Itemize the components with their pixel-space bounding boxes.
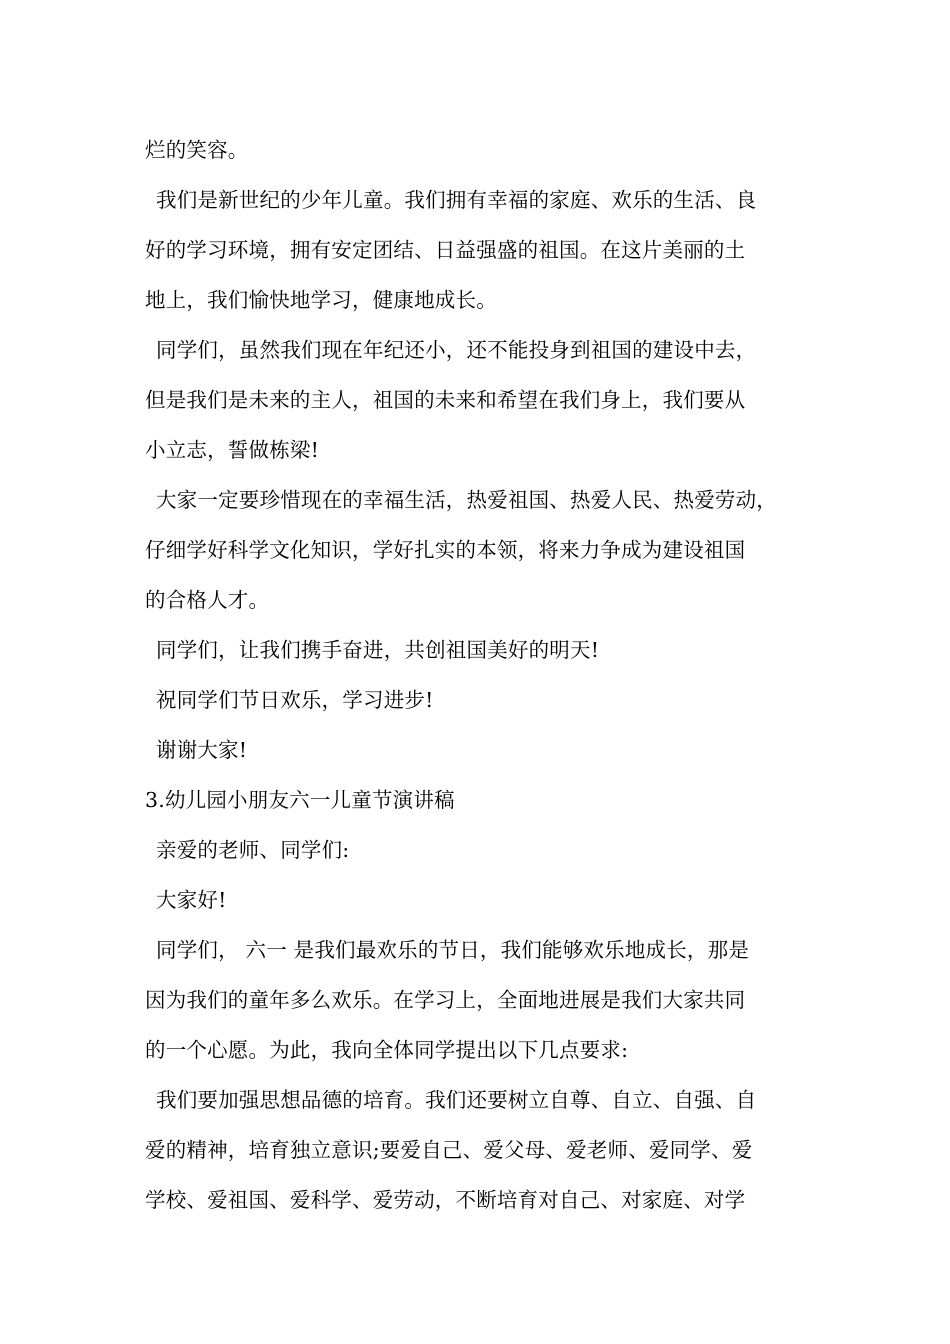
- text-line: 烂的笑容。: [145, 138, 249, 162]
- text-line: 爱的精神，培育独立意识;要爱自己、爱父母、爱老师、爱同学、爱: [145, 1138, 753, 1162]
- text-line: 仔细学好科学文化知识，学好扎实的本领，将来力争成为建设祖国: [145, 538, 746, 562]
- text-line: 好的学习环境，拥有安定团结、日益强盛的祖国。在这片美丽的土: [145, 238, 746, 262]
- salutation: 亲爱的老师、同学们:: [156, 838, 350, 862]
- text-line: 但是我们是未来的主人，祖国的未来和希望在我们身上，我们要从: [145, 388, 746, 412]
- text-line: 学校、爱祖国、爱科学、爱劳动，不断培育对自己、对家庭、对学: [145, 1188, 746, 1212]
- text-line: 的合格人才。: [145, 588, 270, 612]
- paragraph-start: 同学们，虽然我们现在年纪还小，还不能投身到祖国的建设中去，: [156, 338, 757, 362]
- text-line: 地上，我们愉快地学习，健康地成长。: [145, 288, 497, 312]
- section-heading: 3.幼儿园小朋友六一儿童节演讲稿: [145, 788, 455, 812]
- paragraph-start: 我们是新世纪的少年儿童。我们拥有幸福的家庭、欢乐的生活、良: [156, 188, 757, 212]
- paragraph-start: 大家一定要珍惜现在的幸福生活，热爱祖国、热爱人民、热爱劳动，: [156, 488, 777, 512]
- paragraph-start: 我们要加强思想品德的培育。我们还要树立自尊、自立、自强、自: [156, 1088, 757, 1112]
- greeting: 大家好!: [156, 888, 227, 912]
- text-line: 的一个心愿。为此，我向全体同学提出以下几点要求:: [145, 1038, 629, 1062]
- text-line: 因为我们的童年多么欢乐。在学习上，全面地进展是我们大家共同: [145, 988, 746, 1012]
- paragraph-start: 谢谢大家!: [156, 738, 248, 762]
- paragraph-start: 同学们， 六一 是我们最欢乐的节日，我们能够欢乐地成长，那是: [156, 938, 750, 962]
- paragraph-start: 祝同学们节日欢乐，学习进步!: [156, 688, 434, 712]
- paragraph-start: 同学们，让我们携手奋进，共创祖国美好的明天!: [156, 638, 600, 662]
- text-line: 小立志，誓做栋梁!: [145, 438, 320, 462]
